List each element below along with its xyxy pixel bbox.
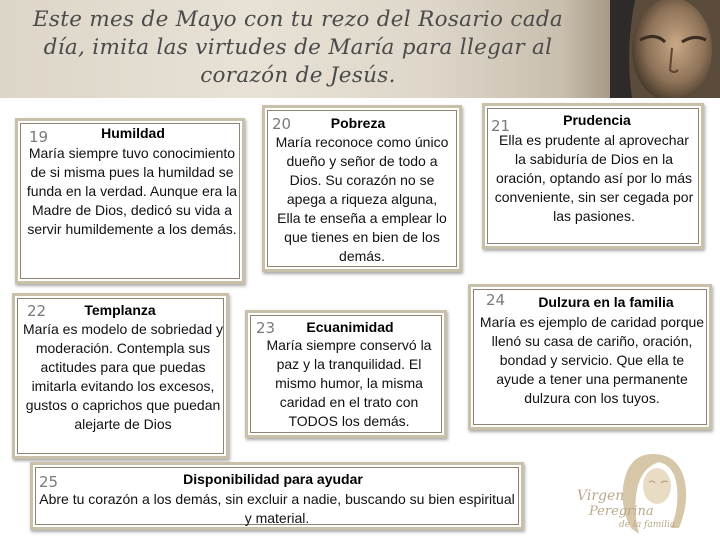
day-number: 19 — [29, 128, 49, 146]
day-number: 21 — [491, 117, 511, 135]
card-templanza — [12, 293, 229, 459]
day-number: 24 — [486, 291, 506, 309]
card-title: Dulzura en la familia — [538, 294, 674, 310]
card-disponibilidad — [30, 462, 524, 530]
card-pobreza — [262, 105, 462, 272]
card-title: Templanza — [84, 302, 156, 318]
logo-line-2: Peregrina — [589, 504, 654, 519]
logo-line-1: Virgen — [577, 488, 625, 504]
day-number: 20 — [272, 115, 292, 133]
card-text: María siempre tuvo conocimiento de si misma pues la humildad se funda en la verdad. Aunque era la Madre de Dios, dedicó su vida a servir humildemente a los demás. — [26, 145, 238, 237]
banner-title: Este mes de Mayo con tu rezo del Rosario cada día, imita las virtudes de María para llegar al corazón de Jesús. — [32, 7, 564, 88]
card-text: María reconoce como único dueño y señor de todo a Dios. Su corazón no se apega a riqueza alguna, Ella te enseña a emplear lo que tienes en bien de los demás. — [275, 134, 449, 264]
card-title: Pobreza — [330, 115, 386, 131]
card-title: Humildad — [101, 125, 165, 141]
virgin-portrait-image — [610, 0, 720, 98]
card-text: María es modelo de sobriedad y moderación. Contempla sus actitudes para que puedas imitarla evitando los excesos, gustos o caprichos que puedan alejarte de Dios — [23, 321, 223, 432]
card-prudencia — [482, 103, 704, 249]
card-dulzura-familia — [468, 284, 712, 430]
card-title: Ecuanimidad — [306, 319, 394, 335]
card-text: Abre tu corazón a los demás, sin excluir a nadie, buscando su bien espiritual y material. — [39, 491, 515, 526]
card-ecuanimidad — [245, 310, 447, 438]
day-number: 23 — [256, 319, 276, 337]
card-title: Disponibilidad para ayudar — [183, 471, 363, 487]
day-number: 25 — [39, 473, 59, 491]
card-humildad — [15, 118, 245, 284]
card-text: María es ejemplo de caridad porque llenó su casa de cariño, oración, bondad y servicio. Que ella te ayude a tener una permanente dulzura con los tuyos. — [479, 314, 705, 406]
card-title: Prudencia — [563, 112, 631, 128]
card-text: Ella es prudente al aprovechar la sabiduría de Dios en la oración, optando así por lo más conveniente, sin ser cegada por las pasiones. — [494, 132, 694, 224]
logo-line-3: de la familia — [619, 520, 676, 530]
day-number: 22 — [27, 302, 47, 320]
card-text: María siempre conservó la paz y la tranquilidad. El mismo humor, la misma caridad en el trato con TODOS los demás. — [266, 337, 432, 429]
virgen-peregrina-logo — [575, 448, 705, 536]
header-banner — [0, 0, 720, 98]
